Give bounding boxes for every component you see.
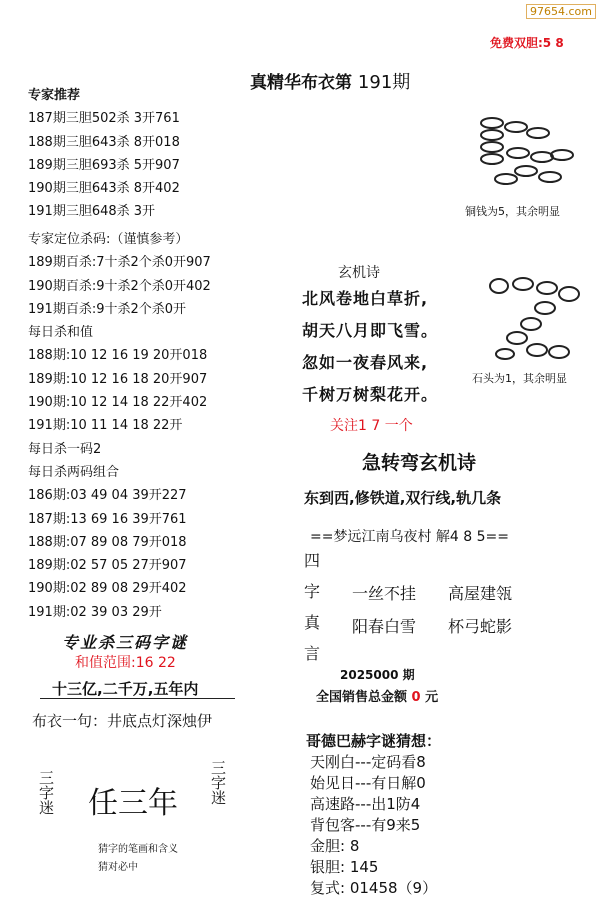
goldbach-title: 哥德巴赫字谜猜想： — [306, 732, 442, 750]
two-combo-line: 187期:13 69 16 39开761 — [28, 511, 187, 527]
coin-caption-2: 石头为1，其余明显 — [472, 372, 567, 385]
expert-heading: 专家推荐 — [28, 88, 81, 103]
title-issue: 191期 — [357, 72, 411, 93]
kill-one: 每日杀一码2 — [28, 441, 102, 457]
turn-title: 急转弯玄机诗 — [362, 452, 477, 474]
expert-line: 188期三胆643杀 8开018 — [28, 134, 180, 150]
goldbach-line: 天刚白---定码看8 — [310, 753, 426, 771]
sales-value: 0 — [411, 690, 421, 705]
position-lines — [28, 251, 211, 321]
four-char-2: 字 — [304, 582, 321, 601]
goldbach-line: 银胆: 145 — [310, 858, 379, 876]
riddle-heading: 专业杀三码字谜 — [62, 633, 189, 652]
goldbach-line: 复式: 01458（9） — [310, 879, 438, 897]
riddle-underline — [40, 698, 235, 699]
phrase-2: 高屋建瓴 — [448, 584, 513, 603]
watermark: 97654.com — [526, 4, 596, 19]
poem-line-2: 胡天八月即飞雪。 — [302, 321, 439, 340]
three-word-right: 三字迷 — [209, 760, 227, 805]
two-combo-line: 191期:02 39 03 29开 — [28, 604, 162, 620]
coin-stack-image — [470, 105, 580, 199]
sum-line: 188期:10 12 16 19 20开018 — [28, 348, 208, 364]
poem-title: 玄机诗 — [338, 265, 380, 281]
poem-line-3: 忽如一夜春风来, — [302, 353, 429, 372]
sales-prefix: 全国销售总金额 — [316, 690, 408, 705]
four-char-1: 四 — [304, 551, 321, 570]
position-line: 190期百杀:9十杀2个杀0开402 — [28, 278, 211, 294]
riddle-clue: 十三亿,二千万,五年内 — [52, 680, 199, 698]
position-section — [28, 228, 211, 624]
expert-line: 190期三胆643杀 8开402 — [28, 181, 180, 197]
stone-coin-image — [485, 272, 585, 366]
turn-line: 东到西,修铁道,双行线,轨几条 — [304, 489, 502, 507]
two-combo-line: 190期:02 89 08 29开402 — [28, 581, 187, 597]
hint-line2: 猜对必中 — [98, 862, 138, 873]
four-char-3: 真 — [304, 613, 321, 632]
phrase-4: 杯弓蛇影 — [448, 617, 513, 636]
sum-line: 189期:10 12 16 18 20开907 — [28, 371, 208, 387]
two-combo-line: 188期:07 89 08 79开018 — [28, 534, 187, 550]
position-heading: 专家定位杀码:（谨慎参考） — [28, 232, 189, 247]
three-word-left: 三字迷 — [37, 770, 55, 815]
sum-lines — [28, 344, 211, 437]
free-double-label: 免费双胆:5 8 — [490, 36, 564, 50]
buyi-line: 布衣一句：井底点灯深烛伊 — [32, 712, 213, 730]
expert-line: 189期三胆693杀 5开907 — [28, 157, 180, 173]
poem-focus: 关注1 7 一个 — [330, 418, 413, 434]
title-prefix: 真精华布衣第 — [250, 73, 352, 93]
expert-section — [28, 84, 180, 224]
sales-issue: 2025000 期 — [340, 668, 415, 682]
goldbach-line: 高速路---出1防4 — [310, 795, 421, 813]
sum-line: 191期:10 11 14 18 22开 — [28, 418, 183, 434]
four-char-label — [304, 545, 320, 669]
four-char-4: 言 — [304, 644, 321, 663]
three-word-main: 任三年 — [88, 786, 178, 821]
goldbach-line: 始见日---有日解0 — [310, 774, 426, 792]
poem-line-4: 千树万树梨花开。 — [302, 385, 439, 404]
two-combo-lines — [28, 484, 211, 624]
sum-line: 190期:10 12 14 18 22开402 — [28, 395, 208, 411]
dream-line: ==梦远江南乌夜村 解4 8 5== — [310, 529, 509, 545]
expert-line: 191期三胆648杀 3开 — [28, 204, 156, 220]
two-combo-heading: 每日杀两码组合 — [28, 464, 120, 480]
goldbach-line: 背包客---有9来5 — [310, 816, 421, 834]
poem-line-1: 北风卷地白草折, — [302, 289, 429, 308]
position-line: 189期百杀:7十杀2个杀0开907 — [28, 255, 211, 271]
goldbach-lines — [310, 752, 437, 899]
coin-caption-1: 铜钱为5，其余明显 — [465, 205, 560, 218]
riddle-range: 和值范围:16 22 — [75, 655, 176, 671]
phrase-1: 一丝不挂 — [352, 584, 417, 603]
two-combo-line: 189期:02 57 05 27开907 — [28, 558, 187, 574]
hint-line1: 猜字的笔画和含义 — [98, 844, 178, 855]
expert-lines — [28, 107, 180, 223]
page-title — [250, 68, 410, 94]
phrase-3: 阳春白雪 — [352, 617, 417, 636]
sales-total — [316, 686, 438, 705]
two-combo-line: 186期:03 49 04 39开227 — [28, 488, 187, 504]
expert-line: 187期三胆502杀 3开761 — [28, 111, 180, 127]
sales-unit: 元 — [425, 690, 439, 705]
position-line: 191期百杀:9十杀2个杀0开 — [28, 301, 187, 317]
goldbach-line: 金胆: 8 — [310, 837, 360, 855]
sum-heading: 每日杀和值 — [28, 325, 94, 341]
